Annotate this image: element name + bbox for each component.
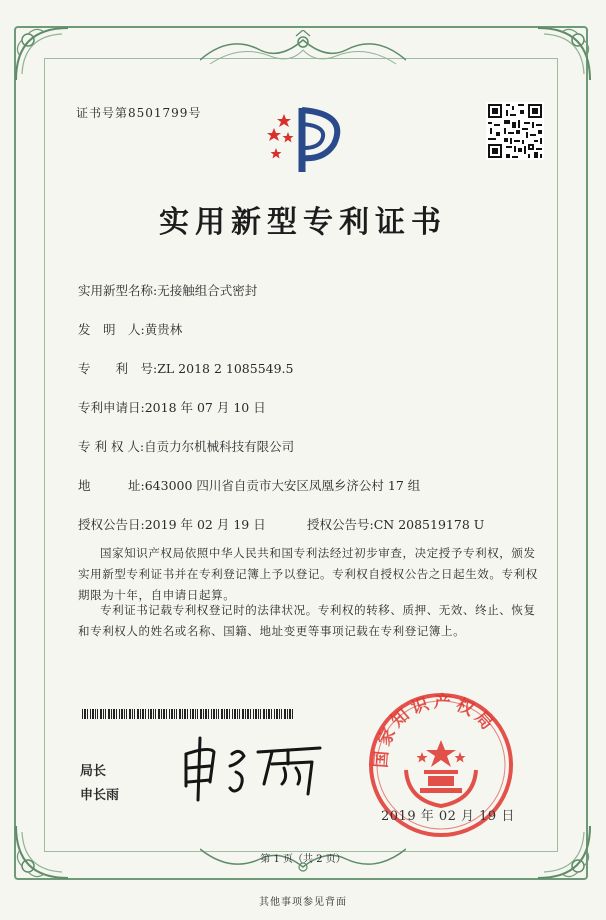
patent-number-label: 专 利 号:	[78, 361, 158, 376]
filing-date-row	[78, 398, 266, 416]
barcode	[82, 709, 294, 719]
inventor-value: 黄贵林	[144, 322, 183, 337]
grant-number-label: 授权公告号:	[307, 517, 374, 532]
director-signature	[180, 728, 330, 808]
address-label: 地 址:	[78, 478, 145, 493]
cnipa-logo-icon	[262, 100, 352, 180]
utility-model-name-label: 实用新型名称:	[78, 283, 158, 298]
grant-number-value: CN 208519178 U	[373, 517, 485, 532]
filing-date-value: 2018 年 07 月 10 日	[144, 400, 266, 415]
certificate-number: 证书号第8501799号	[76, 106, 202, 120]
patentee-value: 自贡力尔机械科技有限公司	[144, 439, 295, 454]
grant-date-row	[78, 515, 266, 533]
director-title: 局长	[80, 764, 107, 779]
patent-number-row	[78, 359, 294, 377]
grant-date-label: 授权公告日:	[78, 517, 145, 532]
patentee-row	[78, 437, 294, 455]
address-row	[78, 476, 420, 494]
utility-model-name-value: 无接触组合式密封	[157, 283, 258, 298]
certificate-title: 实用新型专利证书	[159, 205, 447, 240]
grant-number-row	[307, 515, 484, 533]
qr-code	[486, 102, 544, 160]
filing-date-label: 专利申请日:	[78, 400, 145, 415]
inventor-row	[78, 320, 182, 338]
corner-ornament-top-right	[534, 24, 594, 84]
director-name: 申长雨	[80, 788, 120, 803]
statement-paragraph-2: 专利证书记载专利权登记时的法律状况。专利权的转移、质押、无效、终止、恢复和专利权人的姓名或名称、国籍、地址变更等事项记载在专利登记簿上。	[78, 603, 536, 638]
page-number: 第 1 页（共 2 页）	[260, 854, 346, 865]
inventor-label: 发 明 人:	[78, 322, 145, 337]
seal-date: 2019 年 02 月 19 日	[381, 809, 515, 824]
statement-paragraph-1: 国家知识产权局依照中华人民共和国专利法经过初步审查，决定授予专利权，颁发实用新型专利证书并在专利登记簿上予以登记。专利权自授权公告之日起生效。专利权期限为十年，自申请日起算。	[78, 546, 538, 602]
address-value: 643000 四川省自贡市大安区凤凰乡济公村 17 组	[144, 478, 421, 493]
footer-note: 其他事项参见背面	[259, 897, 347, 908]
corner-ornament-top-left	[12, 24, 72, 84]
patentee-label: 专 利 权 人:	[78, 439, 145, 454]
utility-model-name-row	[78, 281, 257, 299]
svg-text:国家知识产权局: 国家知识产权局	[371, 692, 500, 769]
patent-number-value: ZL 2018 2 1085549.5	[157, 361, 294, 376]
top-ornament	[200, 30, 406, 70]
grant-date-value: 2019 年 02 月 19 日	[144, 517, 266, 532]
